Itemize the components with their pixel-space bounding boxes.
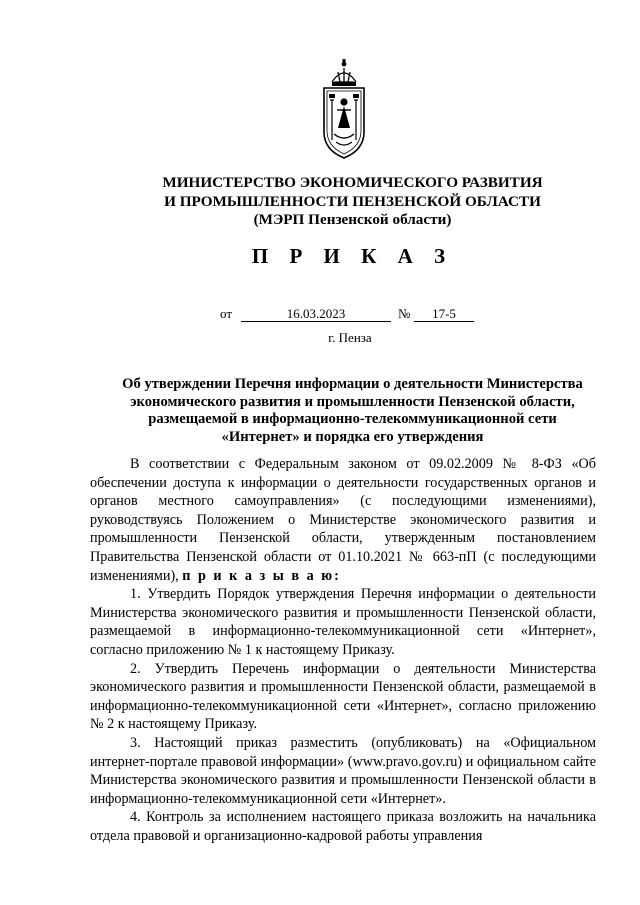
ministry-name-line1: МИНИСТЕРСТВО ЭКОНОМИЧЕСКОГО РАЗВИТИЯ <box>162 174 543 191</box>
ministry-abbreviation: (МЭРП Пензенской области) <box>253 211 452 228</box>
document-number: 17-5 <box>414 306 474 322</box>
ministry-name-line2: И ПРОМЫШЛЕННОСТИ ПЕНЗЕНСКОЙ ОБЛАСТИ <box>164 193 541 210</box>
subject-line: «Интернет» и порядка его утверждения <box>221 428 484 445</box>
coat-of-arms-icon <box>318 58 370 162</box>
order-item-1: 1. Утвердить Порядок утверждения Перечня информации о деятельности Министерства экономического развития и промышленности Пензенской области, размещаемой в информационно-телекоммуникационной сети «Интернет», согласно приложению № 1 к настоящему Приказу. <box>90 586 596 658</box>
document-type-title: П Р И К А З <box>251 244 454 268</box>
subject-line: размещаемой в информационно-телекоммуникационной сети <box>148 411 557 427</box>
number-label: № <box>398 306 411 321</box>
subject-line: Об утверждении Перечня информации о деятельности Министерства <box>122 376 583 392</box>
subject-line: экономического развития и промышленности Пензенской области, <box>130 393 575 410</box>
order-keyword: п р и к а з ы в а ю: <box>182 567 341 584</box>
order-item-3: 3. Настоящий приказ разместить (опубликовать) на «Официальном интернет-портале правовой информации» (www.pravo.gov.ru) и официальном сайте Министерства экономического развития и промышленности Пензенской области в информационно-телекоммуникационной сети «Интернет». <box>90 734 596 807</box>
city-name: г. Пенза <box>328 330 372 345</box>
document-subject <box>95 376 610 446</box>
preamble-paragraph <box>90 455 596 585</box>
order-item-4: 4. Контроль за исполнением настоящего приказа возложить на начальника отдела правовой и организационно-кадровой работы управления <box>90 809 596 844</box>
date-label: от <box>220 306 233 321</box>
order-item-2: 2. Утвердить Перечень информации о деятельности Министерства экономического развития и промышленности Пензенской области, размещаемой в информационно-телекоммуникационной сети «Интернет», согласно приложению № 2 к настоящему Приказу. <box>90 660 596 733</box>
document-body <box>90 455 596 845</box>
preamble-text: В соответствии с Федеральным законом от 09.02.2009 № 8-ФЗ «Об обеспечении доступа к информации о деятельности государственных органов и органов местного самоуправления» (с последующими изменениями), руководствуясь Положением о Министерстве экономического развития и промышленности Пензенской области, утвержденным постановлением Правительства Пензенской области от 01.10.2021 № 663-пП (с последующими изменениями), <box>90 456 596 584</box>
document-date: 16.03.2023 <box>241 306 391 322</box>
